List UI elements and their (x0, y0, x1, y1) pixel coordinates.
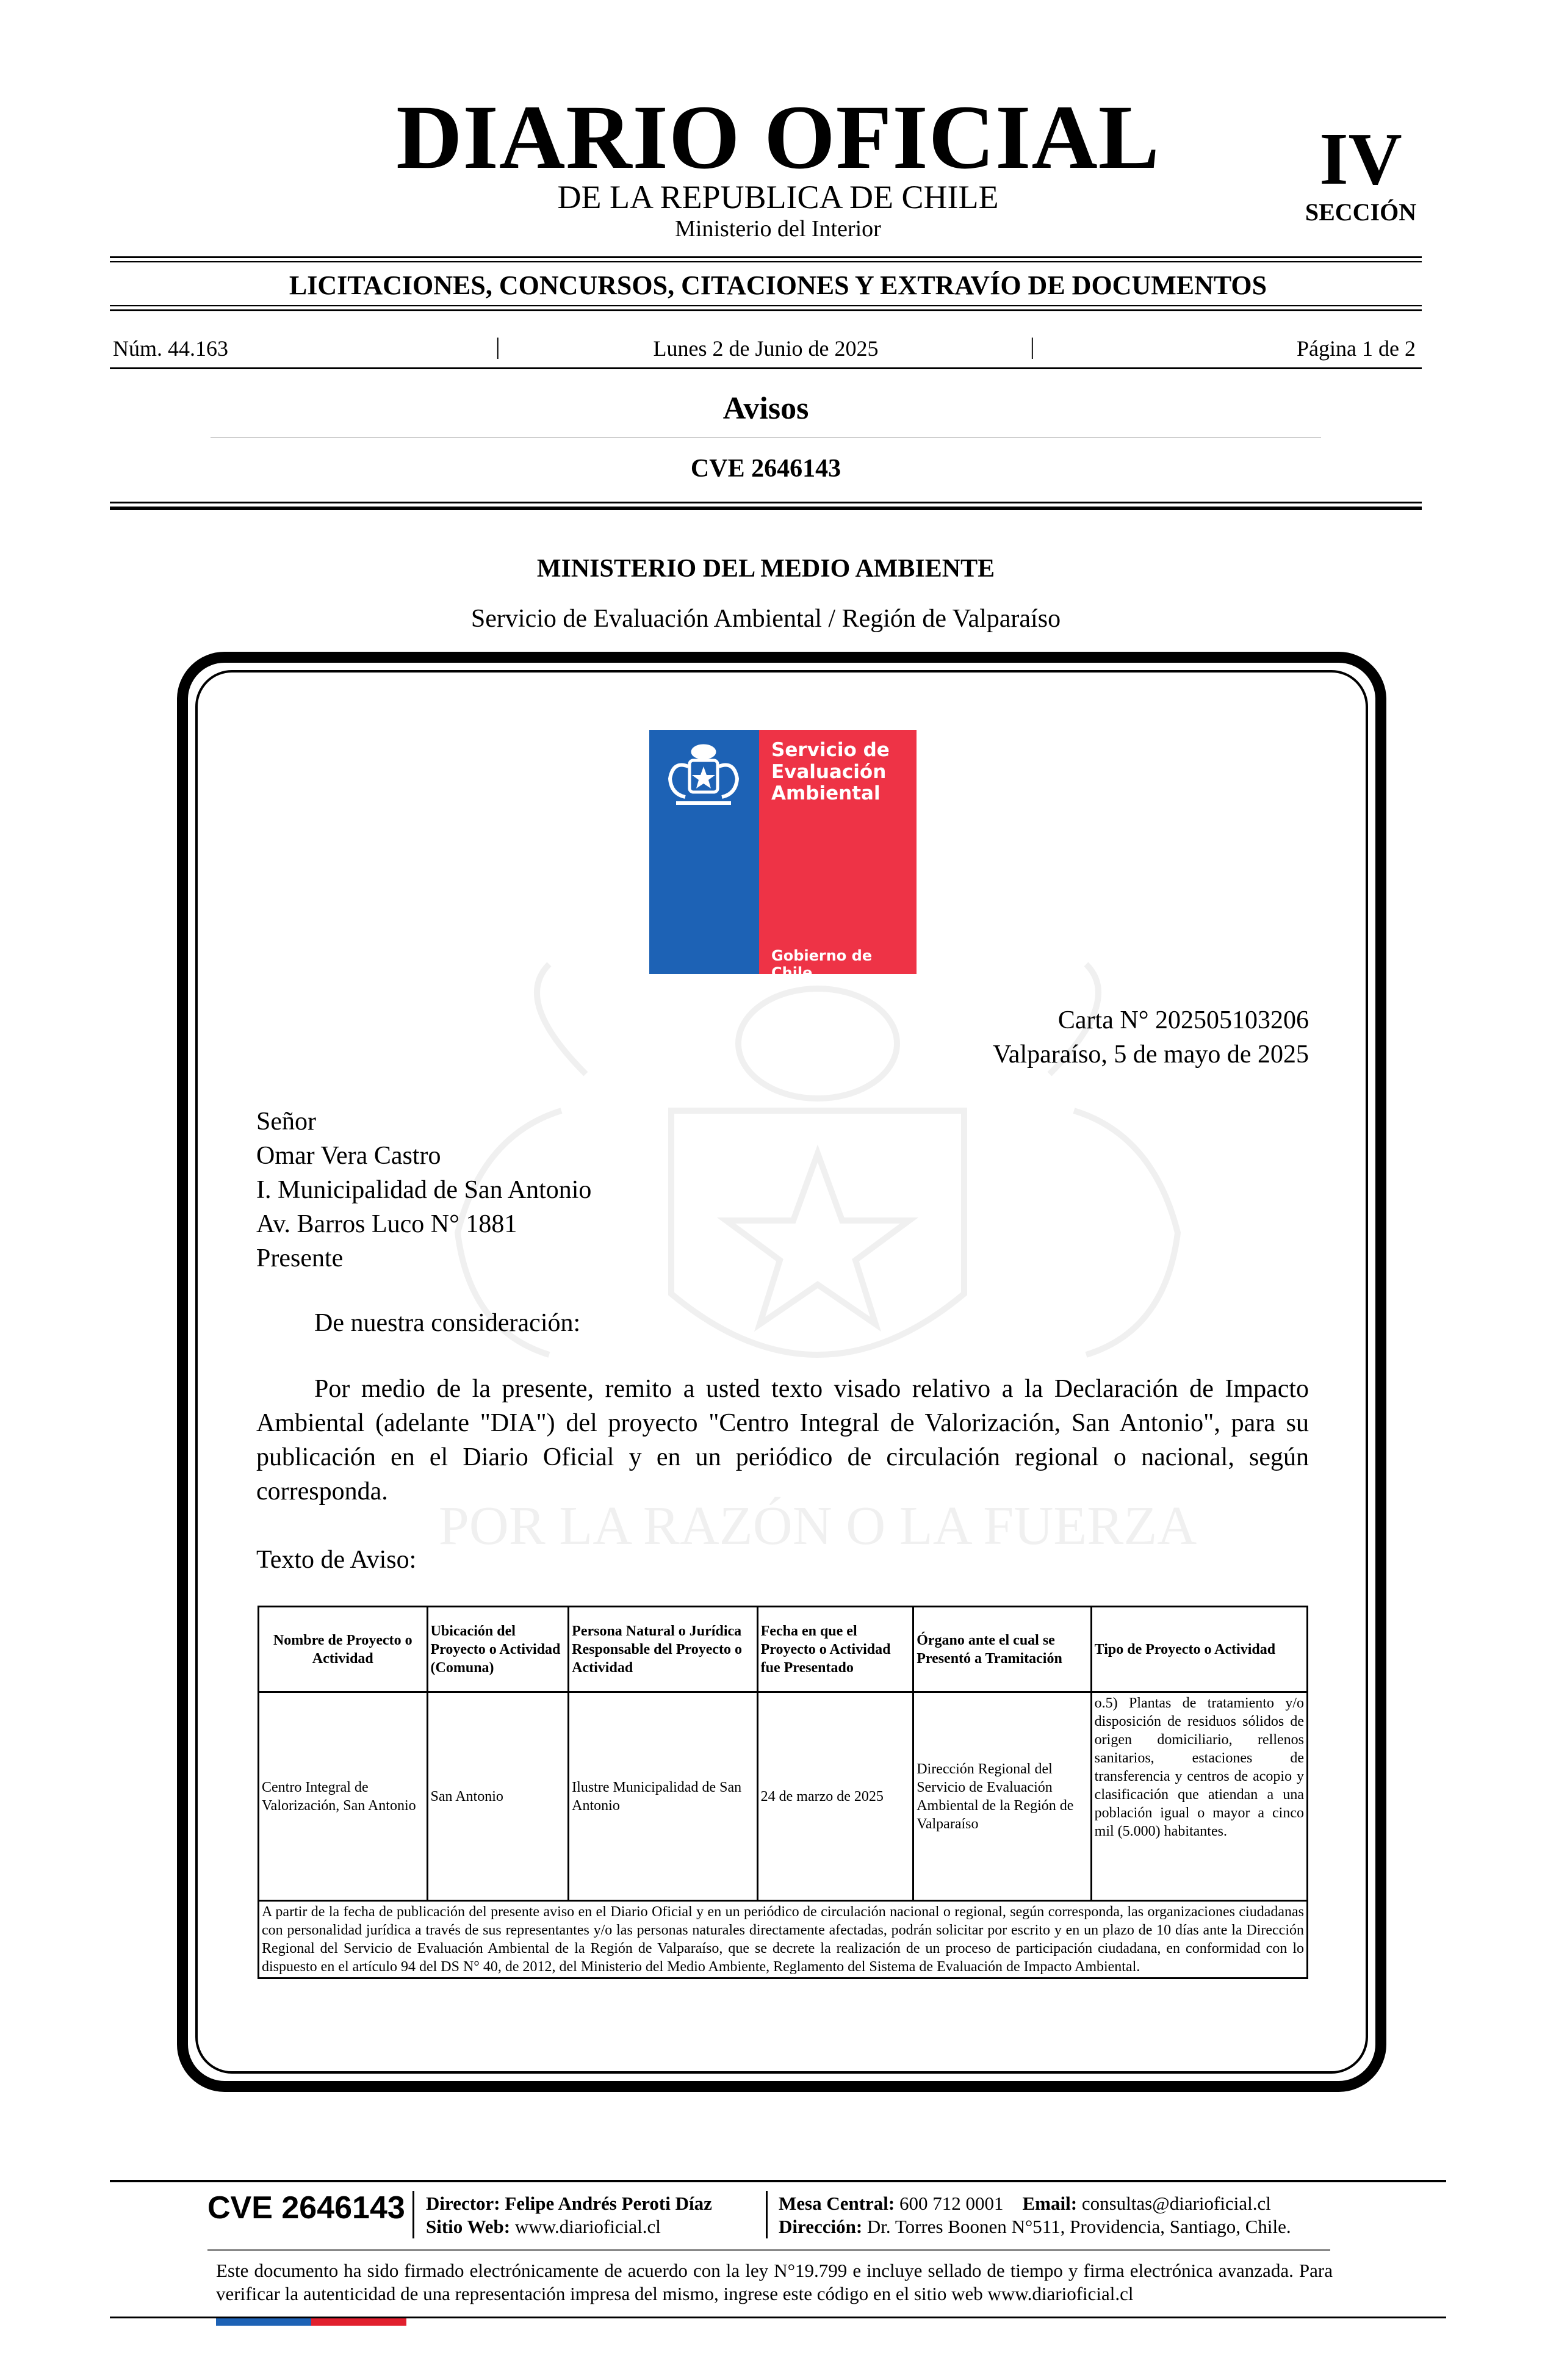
section-number: IV (1319, 118, 1402, 200)
recipient-address (256, 1105, 591, 1275)
address-line: Señor (256, 1108, 316, 1136)
footer-contact-office (779, 2192, 1291, 2238)
footer-legal-text: Este documento ha sido firmado electrónicamente de acuerdo con la ley N°19.799 e incluye sellado de tiempo y firma electrónica avanzada. Para verificar la autenticidad de una representación impresa del mismo, ingrese este código en el sitio web www.diarioficial.cl (216, 2260, 1333, 2304)
newspaper-ministry: Ministerio del Interior (675, 216, 881, 242)
notice-heading: Avisos (722, 391, 809, 426)
sea-logo (649, 730, 917, 981)
issue-number: Núm. 44.163 (113, 336, 228, 361)
director-name: Felipe Andrés Peroti Díaz (505, 2193, 712, 2214)
director-label: Director: (426, 2193, 500, 2214)
table-header: Órgano ante el cual se Presentó a Tramitación (913, 1607, 1091, 1692)
category-rule-2 (110, 309, 1422, 311)
table-header: Nombre de Proyecto o Actividad (259, 1607, 428, 1692)
table-note-row (259, 1901, 1308, 1978)
issue-date: Lunes 2 de Junio de 2025 (653, 336, 879, 361)
table-cell-type: o.5) Plantas de tratamiento y/o disposición de residuos sólidos de origen domiciliario, rellenos sanitarios, estaciones de transferencia y centros de acopio y clasificación que atiendan a una población igual o mayor a cinco mil (5.000) habitantes. (1091, 1692, 1307, 1901)
logo-line-2: Evaluación (771, 760, 887, 783)
letter-number: Carta N° 202505103206 (1057, 1006, 1309, 1034)
website-label: Sitio Web: (426, 2216, 511, 2237)
newspaper-subtitle: DE LA REPUBLICA DE CHILE (557, 179, 999, 215)
table-header-row (259, 1607, 1308, 1692)
footer-rule (110, 2180, 1446, 2182)
table-cell-responsible: Ilustre Municipalidad de San Antonio (569, 1692, 757, 1901)
logo-line-1: Servicio de (771, 739, 890, 761)
letter-body: Por medio de la presente, remito a usted texto visado relativo a la Declaración de Impacto Ambiental (adelante "DIA") del proyecto "Centro Integral de Valorización, San Antonio", para su publicación en el Diario Oficial y en un periódico de circulación regional o nacional, según corresponda. (256, 1375, 1309, 1506)
address-line: Presente (256, 1244, 344, 1272)
issue-page: Página 1 de 2 (1297, 336, 1416, 361)
phone-label: Mesa Central: (779, 2193, 895, 2214)
email-label: Email: (1022, 2193, 1078, 2214)
letter-greeting: De nuestra consideración: (314, 1309, 581, 1337)
address-line: I. Municipalidad de San Antonio (256, 1176, 592, 1204)
issue-separator: | (1030, 334, 1035, 359)
table-cell-date: 24 de marzo de 2025 (757, 1692, 913, 1901)
table-cell-authority: Dirección Regional del Servicio de Evaluación Ambiental de la Región de Valparaíso (913, 1692, 1091, 1901)
issue-rule (110, 367, 1422, 369)
logo-service-name (771, 740, 912, 805)
notice-cve: CVE 2646143 (690, 455, 841, 483)
issue-separator: | (495, 334, 500, 359)
address-line: Av. Barros Luco N° 1881 (256, 1210, 517, 1238)
issuing-ministry: MINISTERIO DEL MEDIO AMBIENTE (536, 555, 995, 583)
table-row (259, 1692, 1308, 1901)
address-label: Dirección: (779, 2216, 863, 2237)
footer-divider (412, 2191, 414, 2238)
footer-cve: CVE 2646143 (207, 2190, 405, 2226)
letter-place-date: Valparaíso, 5 de mayo de 2025 (993, 1040, 1309, 1069)
office-address: Dr. Torres Boonen N°511, Providencia, Santiago, Chile. (866, 2216, 1291, 2237)
notice-rule-1 (110, 502, 1422, 503)
footer-contact-director (426, 2192, 712, 2238)
watermark-motto: POR LA RAZÓN O LA FUERZA (438, 1496, 1197, 1556)
table-cell-location: San Antonio (427, 1692, 569, 1901)
notice-rule-2 (110, 507, 1422, 510)
section-category: LICITACIONES, CONCURSOS, CITACIONES Y EXTRAVÍO DE DOCUMENTOS (289, 270, 1267, 300)
table-header: Persona Natural o Jurídica Responsable del Proyecto o Actividad (569, 1607, 757, 1692)
table-note: A partir de la fecha de publicación del presente aviso en el Diario Oficial y en un periódico de circulación nacional o regional, según corresponda, las organizaciones ciudadanas con personalidad jurídica a través de sus representantes y/o las personas naturales directamente afectadas, podrán solicitar por escrito y en un plazo de 10 días ante la Dirección Regional del Servicio de Evaluación Ambiental de la Región de Valparaíso, que se decrete la realización de un proceso de participación ciudadana, en conformidad con lo dispuesto en el artículo 94 del DS N° 40, de 2012, del Ministerio del Medio Ambiente, Reglamento del Sistema de Evaluación de Impacto Ambiental. (259, 1901, 1308, 1978)
heading-thin-rule (211, 437, 1321, 438)
chile-crest-icon (658, 736, 749, 815)
notice-table (258, 1606, 1308, 1979)
website-link[interactable]: www.diarioficial.cl (514, 2216, 661, 2237)
masthead-rule-top-2 (110, 261, 1422, 262)
footer-thin-rule (207, 2249, 1330, 2251)
section-label: SECCIÓN (1305, 198, 1417, 226)
notice-text-label: Texto de Aviso: (256, 1546, 417, 1574)
table-header: Ubicación del Proyecto o Actividad (Comuna) (427, 1607, 569, 1692)
phone-number: 600 712 0001 (899, 2193, 1004, 2214)
logo-government: Gobierno de Chile (771, 947, 873, 981)
table-header: Fecha en que el Proyecto o Actividad fue Presentado (757, 1607, 913, 1692)
category-rule-1 (110, 305, 1422, 306)
masthead-rule-top (110, 256, 1422, 258)
logo-line-3: Ambiental (771, 782, 881, 805)
newspaper-title: DIARIO OFICIAL (396, 87, 1160, 188)
address-line: Omar Vera Castro (256, 1142, 441, 1170)
flag-stripe-red (311, 2318, 406, 2326)
table-cell-project: Centro Integral de Valorización, San Antonio (259, 1692, 428, 1901)
flag-stripe-blue (216, 2318, 311, 2326)
email-link[interactable]: consultas@diarioficial.cl (1081, 2193, 1271, 2214)
issuing-service: Servicio de Evaluación Ambiental / Región de Valparaíso (470, 605, 1061, 633)
footer-divider (766, 2191, 768, 2238)
table-header: Tipo de Proyecto o Actividad (1091, 1607, 1307, 1692)
